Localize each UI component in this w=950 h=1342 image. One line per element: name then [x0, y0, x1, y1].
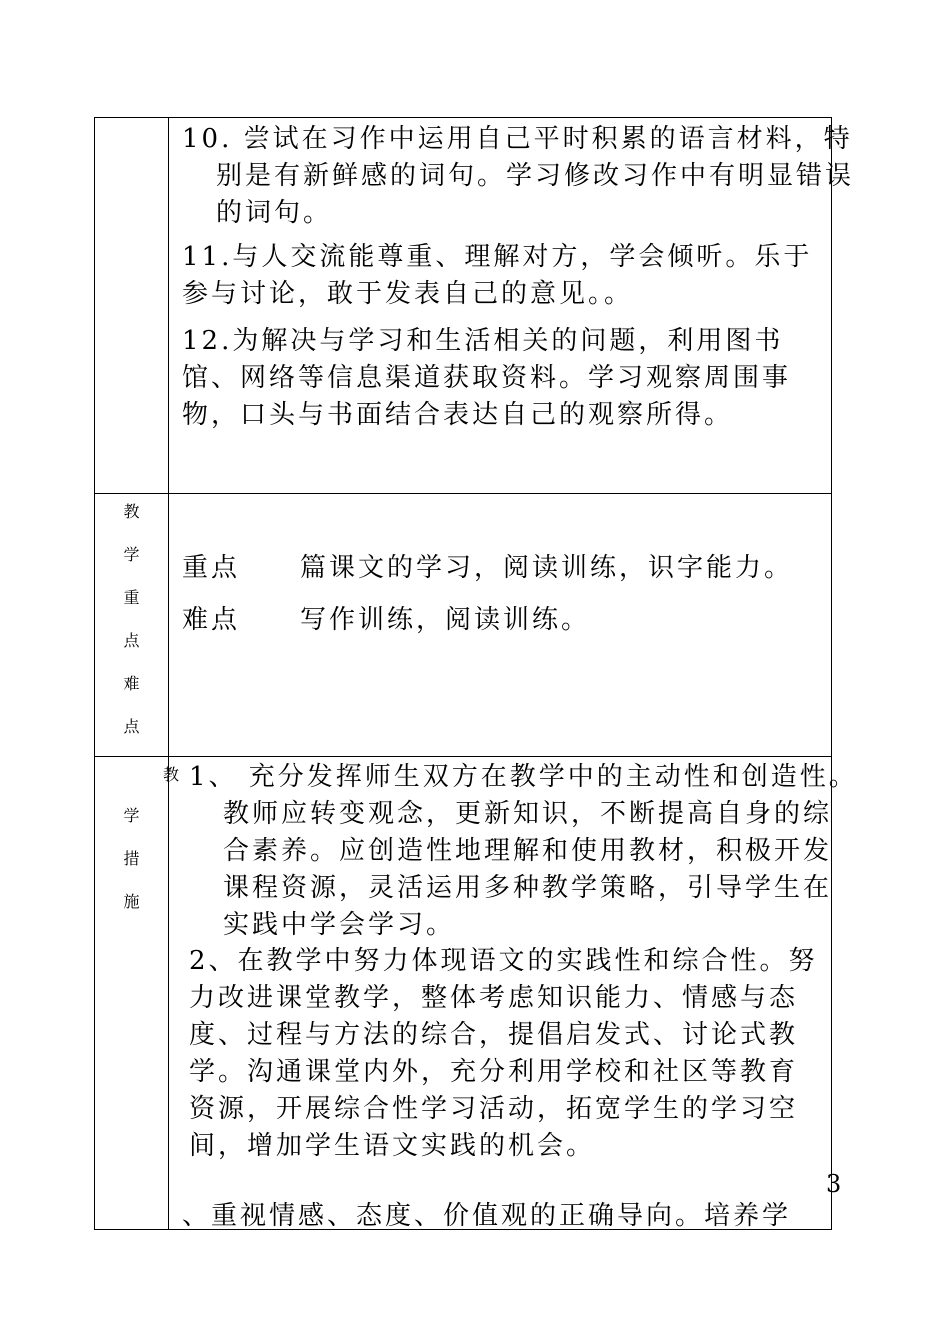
measure-1: 1、 充分发挥师生双方在教学中的主动性和创造性。教师应转变观念，更新知识，不断提高自身的综合素养。应创造性地理解和使用教材，积极开发课程资源，灵活运用多种教学策略，引导学生在实践中学会学习。: [189, 762, 858, 940]
focus-row: [182, 550, 793, 587]
difficulty-label: 难点: [182, 605, 241, 635]
label-char: 点: [123, 717, 140, 736]
page-number: 3: [826, 1170, 842, 1198]
label-char: 难: [123, 674, 140, 693]
row-divider-2: [94, 756, 832, 757]
label-char: 学: [123, 806, 140, 825]
label-char: 学: [123, 545, 140, 564]
difficulty-text: 写作训练，阅读训练。: [300, 605, 591, 635]
objective-10: 10. 尝试在习作中运用自己平时积累的语言材料，特别是有新鲜感的词句。学习修改习作中有明显错误的词句。: [182, 124, 855, 228]
measures-label-first-char: 教: [163, 765, 180, 784]
key-points-label: [95, 490, 168, 748]
objective-12: 12.为解决与学习和生活相关的问题，利用图书馆、网络等信息渠道获取资料。学习观察周围事物，口头与书面结合表达自己的观察所得。: [182, 326, 792, 430]
column-divider: [168, 117, 169, 1230]
label-char: 教: [123, 502, 140, 521]
focus-text: 篇课文的学习，阅读训练，识字能力。: [300, 553, 794, 583]
row-divider-1: [94, 493, 832, 494]
label-char: 措: [123, 849, 140, 868]
label-char: 施: [123, 892, 140, 911]
difficulty-row: [182, 602, 590, 639]
label-char: 点: [123, 631, 140, 650]
objective-11: 11.与人交流能尊重、理解对方，学会倾听。乐于参与讨论，敢于发表自己的意见。。: [182, 242, 813, 309]
focus-label: 重点: [182, 553, 241, 583]
measure-3: 、重视情感、态度、价值观的正确导向。培养学: [182, 1201, 792, 1231]
measure-2: 2、在教学中努力体现语文的实践性和综合性。努力改进课堂教学，整体考虑知识能力、情感与态度、过程与方法的综合，提倡启发式、讨论式教学。沟通课堂内外，充分利用学校和社区等教育资源，开展综合性学习活动，拓宽学生的学习空间，增加学生语文实践的机会。: [189, 946, 818, 1161]
label-char: 重: [123, 588, 140, 607]
measures-label: [95, 794, 168, 923]
